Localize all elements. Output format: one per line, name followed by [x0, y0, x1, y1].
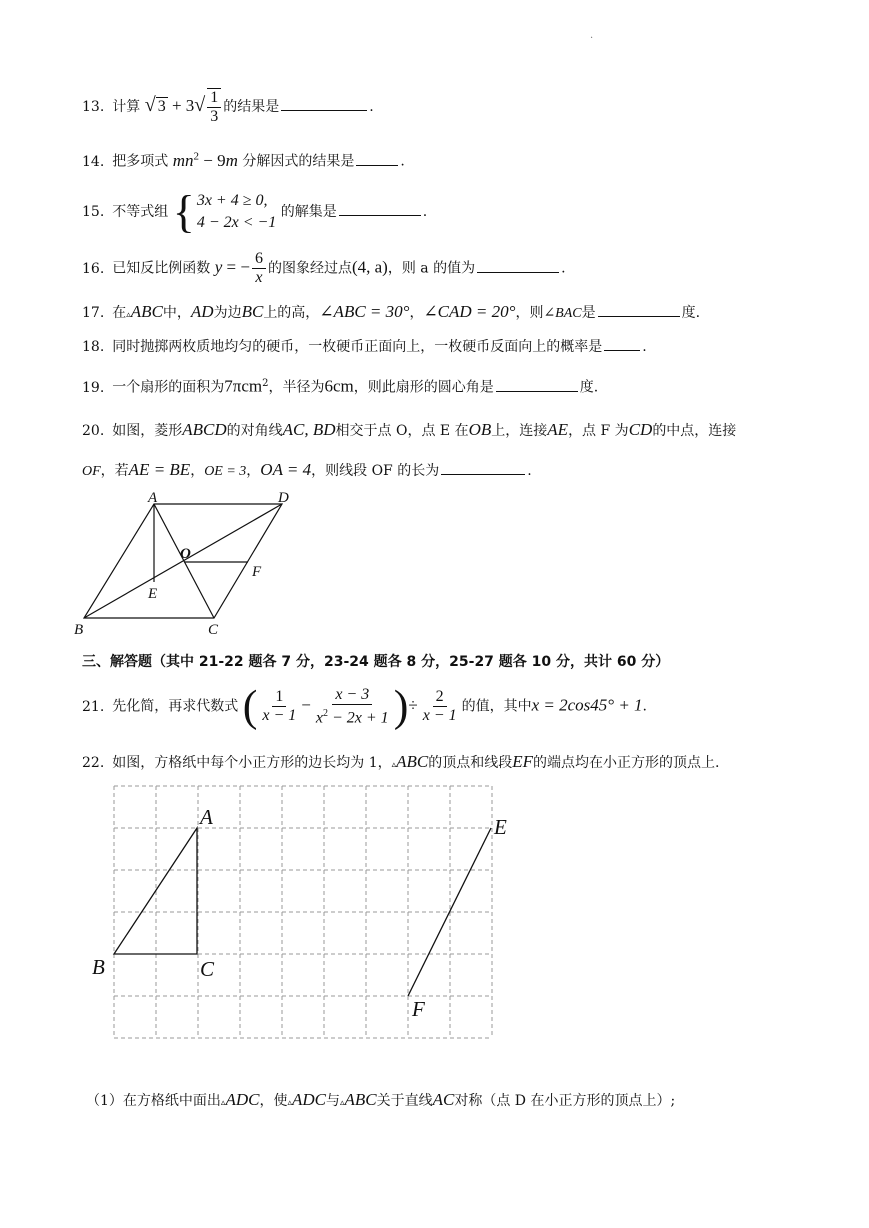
question-17: 17. 在▵ABC中，AD为边BC上的高，∠ABC = 30°，∠CAD = 20°，则∠BAC是 度.	[82, 302, 701, 321]
label-f: F	[252, 564, 262, 580]
triangle-icon: ▵	[126, 310, 131, 320]
label-b: B	[74, 622, 84, 638]
grid-lines	[114, 786, 492, 1038]
grid-figure	[90, 780, 530, 1050]
label-b: B	[92, 955, 105, 979]
answer-blank	[356, 151, 398, 166]
section-heading: 三、解答题（其中 21-22 题各 7 分，23-24 题各 8 分，25-27 题各 10 分，共计 60 分）	[82, 654, 670, 670]
triangle-icon: ▵	[391, 760, 397, 770]
question-14: 14. 把多项式 $mn^2 - 9m$ 分解因式的结果是 .	[82, 150, 405, 170]
rhombus-figure	[70, 490, 310, 640]
question-19: 19. 一个扇形的面积为7πcm$^2$，半径为6cm，则此扇形的圆心角是 度.	[82, 376, 599, 396]
inequality-system: { 3x + 4 ≥ 0, 4 − 2x < −1	[172, 186, 277, 237]
answer-blank	[496, 377, 578, 392]
label-c: C	[208, 622, 219, 638]
question-15: 15. 不等式组 { 3x + 4 ≥ 0, 4 − 2x < −1 的解集是 .	[82, 186, 428, 237]
q14-expression: $mn^2 - 9m$	[172, 150, 238, 170]
triangle-icon: ▵	[287, 1098, 292, 1108]
label-c: C	[200, 957, 215, 981]
question-13: 13. 计算 √ 3 + 3√ $\frac{1}{3}$ 的结果是 .	[82, 89, 374, 125]
label-e: E	[494, 815, 507, 839]
question-20-line-2: OF，若AE = BE，OE = 3，OA = 4，则线段 OF 的长为 .	[82, 460, 532, 479]
question-22-part-1: （1）在方格纸中面出▵ADC，使▵ADC与▵ABC关于直线AC对称（点 D 在小正方形的顶点上）;	[86, 1090, 676, 1109]
triangle-icon: ▵	[339, 1098, 345, 1108]
q16-function: y = −	[214, 257, 250, 277]
header-mark: .	[590, 30, 594, 41]
q13-expression: √ 3 + 3√ $\frac{1}{3}$	[145, 99, 224, 115]
answer-blank	[339, 201, 421, 216]
answer-blank	[604, 336, 640, 351]
question-21: 21. 先化简，再求代数式 ( $\frac{1}{x - 1}$ − $\frac{x - 3}{x^2 - 2x + 1}$ )÷ $\frac{2}{x - 1}$ 的值，其中x = 2cos45° + 1.	[82, 681, 647, 731]
answer-blank	[598, 302, 680, 317]
question-22: 22. 如图，方格纸中每个小正方形的边长均为 1，▵ABC的顶点和线段EF的端点均在小正方形的顶点上.	[82, 752, 720, 771]
answer-blank	[281, 96, 367, 111]
question-16: 16. 已知反比例函数 y = − $\frac{6}{x}$ 的图象经过点(4, a)，则 a 的值为 .	[82, 250, 566, 286]
label-f: F	[412, 997, 425, 1021]
label-a: A	[148, 490, 158, 506]
question-18: 18. 同时抛掷两枚质地均匀的硬币，一枚硬币正面向上，一枚硬币反面向上的概率是 .	[82, 336, 647, 357]
answer-blank	[477, 258, 559, 273]
question-20-line-1: 20. 如图，菱形ABCD的对角线AC, BD相交于点 O，点 E 在OB上，连接AE，点 F 为CD的中点，连接	[82, 420, 737, 439]
label-o: O	[180, 546, 191, 562]
answer-blank	[441, 460, 525, 475]
triangle-icon: ▵	[220, 1098, 226, 1108]
label-a: A	[200, 805, 213, 829]
label-e: E	[148, 586, 158, 602]
label-d: D	[278, 490, 289, 506]
